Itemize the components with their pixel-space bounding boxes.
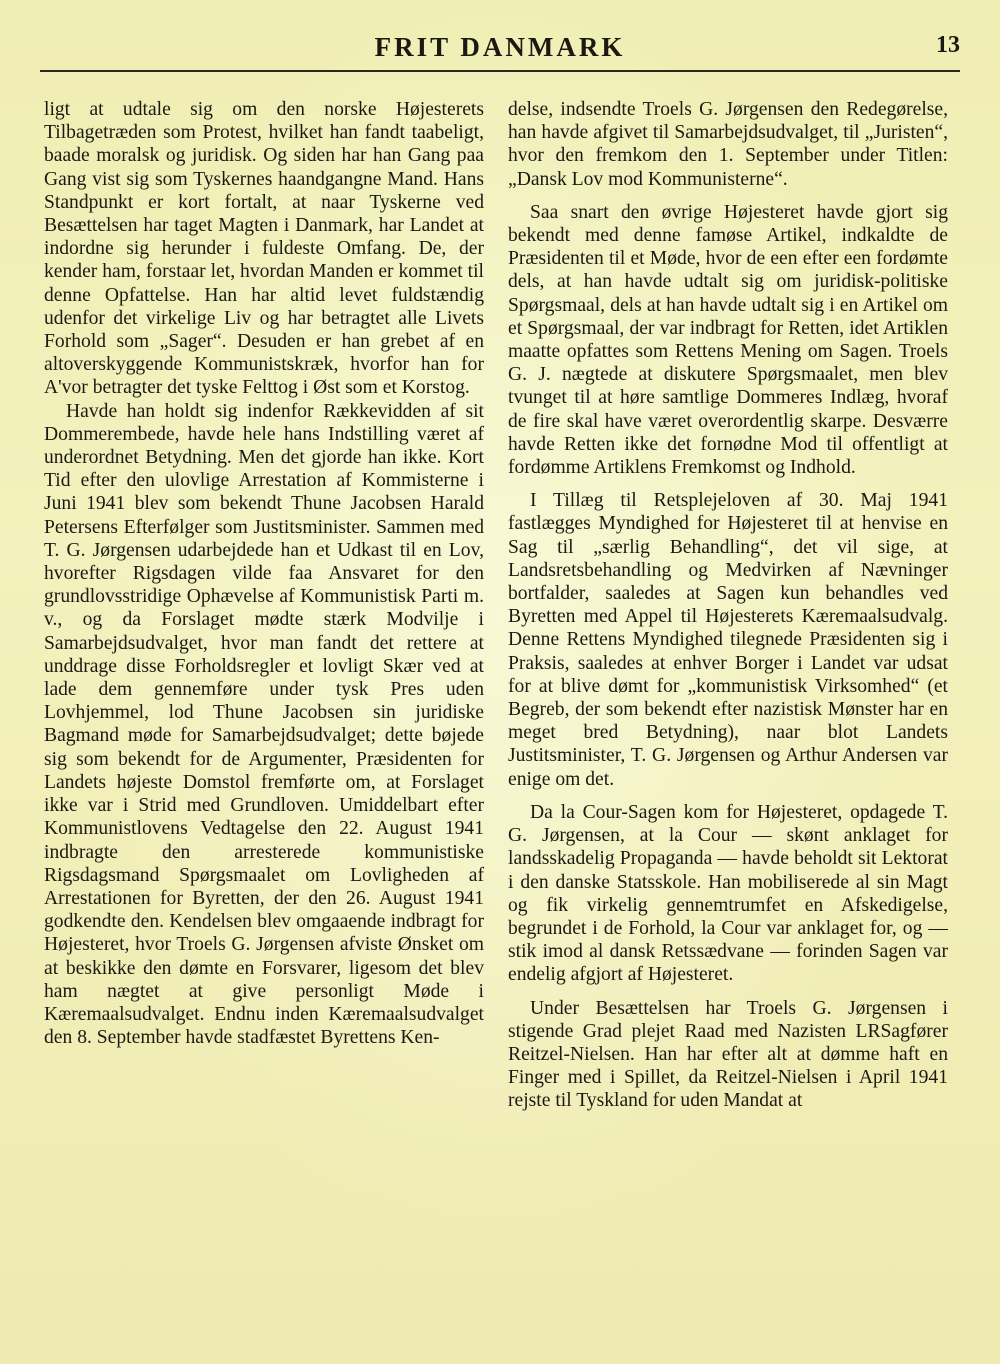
right-column-paragraph: I Tillæg til Retsplejeloven af 30. Maj 1941 fastlægges Myndighed for Højesteret til at henvise en Sag til „særlig Behandling“, det vil sige, at Landsretsbehandling og Medvirken af Nævninger bortfalder, saaledes at Sagen kun behandles ved Byretten med Appel til Højesterets Kæremaalsudvalg. Denne Rettens Myndighed tilegnede Præsidenten sig i Praksis, saaledes at enhver Borger i Landet var udsat for at blive dømt for „kommunistisk Virksomhed“ (et Begreb, der som bekendt efter nazistisk Mønster har en meget bred Betydning), naar blot Landets Justitsminister, T. G. Jørgensen og Arthur Andersen var enige om det. [508,490,948,790]
right-column-paragraph: Da la Cour-Sagen kom for Højesteret, opdagede T. G. Jørgensen, at la Cour — skønt anklaget for landsskadelig Propaganda — havde beholdt sit Lektorat i den danske Statsskole. Han mobiliserede al sin Magt og fik virkelig gennemtrumfet en Afskedigelse, begrundet i de Forhold, la Cour var anklaget for, og — stik imod al dansk Retssædvane — forinden Sagen var endelig afgjort af Højesteret. [508,801,948,986]
right-column-paragraph: delse, indsendte Troels G. Jørgensen den Redegørelse, han havde afgivet til Samarbejdsudvalget, til „Juristen“, hvor den fremkom den 1. September under Titlen: „Dansk Lov mod Kommunisterne“. [508,99,948,190]
publication-title: FRIT DANMARK [374,32,626,62]
left-column-paragraph: ligt at udtale sig om den norske Højesterets Tilbagetræden som Protest, hvilket han fandt taabeligt, baade moralsk og juridisk. Og siden har han Gang paa Gang vist sig som Tyskernes haandgangne Mand. Hans Standpunkt er kort fortalt, at naar Tyskerne ved Besættelsen har taget Magten i Danmark, har Landet at indordne sig herunder i fuldeste Omfang. De, der kender ham, forstaar let, hvordan Manden er kommet til denne Opfattelse. Han har altid levet fuldstændig udenfor det virkelige Liv og har betragtet alle Livets Forhold som „Sager“. Desuden er han grebet af en altoverskyggende Kommunistskræk, hvorfor han for A'vor betragter det tyske Felttog i Øst som et Korstog. [44,99,484,399]
header-divider [40,70,960,72]
right-column [508,98,948,1113]
page-header [40,28,960,68]
left-column-paragraph: Havde han holdt sig indenfor Rækkevidden af sit Dommerembede, havde hele hans Indstilling været af underordnet Betydning. Men det gjorde han ikke. Kort Tid efter den ulovlige Arrestation af Kommisterne i Juni 1941 blev som bekendt Thune Jacobsen Harald Petersens Efterfølger som Justitsminister. Sammen med T. G. Jørgensen udarbejdede han et Udkast til en Lov, hvorefter Rigsdagen vilde faa Ansvaret for den grundlovsstridige Ophævelse af Kommunistisk Parti m. v., og da Forslaget mødte stærk Modvilje i Samarbejdsudvalget, hvor man fandt det rettere at unddrage disse Forholdsregler et lovligt Skær ved at lade dem gennemføre under tysk Pres uden Lovhjemmel, lod Thune Jacobsen sin juridiske Bagmand møde for Samarbejdsudvalget; dette bøjede sig som bekendt for de Argumenter, Præsidenten for Landets højeste Domstol fremførte om, at Forslaget ikke var i Strid med Grundloven. Umiddelbart efter Kommunistlovens Vedtagelse den 22. August 1941 indbragte den arresterede kommunistiske Rigsdagsmand Spørgsmaalet om Lovligheden af Arrestationen for Byretten, der den 26. August 1941 godkendte den. Kendelsen blev omgaaende indbragt for Højesteret, hvor Troels G. Jørgensen afviste Ønsket om at beskikke den dømte en Forsvarer, ligesom det blev ham nægtet at give personligt Møde i Kæremaalsudvalget. Endnu inden Kæremaalsudvalget den 8. September havde stadfæstet Byrettens Ken- [44,400,484,1049]
right-column-paragraph: Saa snart den øvrige Højesteret havde gjort sig bekendt med denne famøse Artikel, indkaldte de Præsidenten til et Møde, hvor de een efter een fordømte dels, at han havde udtalt sig om juridisk-politiske Spørgsmaal, dels at han havde udtalt sig i en Artikel om et Spørgsmaal, der var indbragt for Retten, idet Artiklen maatte opfattes som Rettens Mening om Sagen. Troels G. J. nægtede at diskutere Spørgsmaalet, men blev tvunget til at høre samtlige Dommeres Indlæg, hvoraf de fire skal have været overordentlig skarpe. Desværre havde Retten ikke det fornødne Mod til offentligt at fordømme Artiklens Fremkomst og Indhold. [508,201,948,479]
page-number: 13 [936,32,960,58]
right-column-paragraph: Under Besættelsen har Troels G. Jørgensen i stigende Grad plejet Raad med Nazisten LRSagfører Reitzel-Nielsen. Han har efter alt at dømme haft en Finger med i Spillet, da Reitzel-Nielsen i April 1941 rejste til Tyskland for uden Mandat at [508,997,948,1112]
left-column [44,98,484,1049]
